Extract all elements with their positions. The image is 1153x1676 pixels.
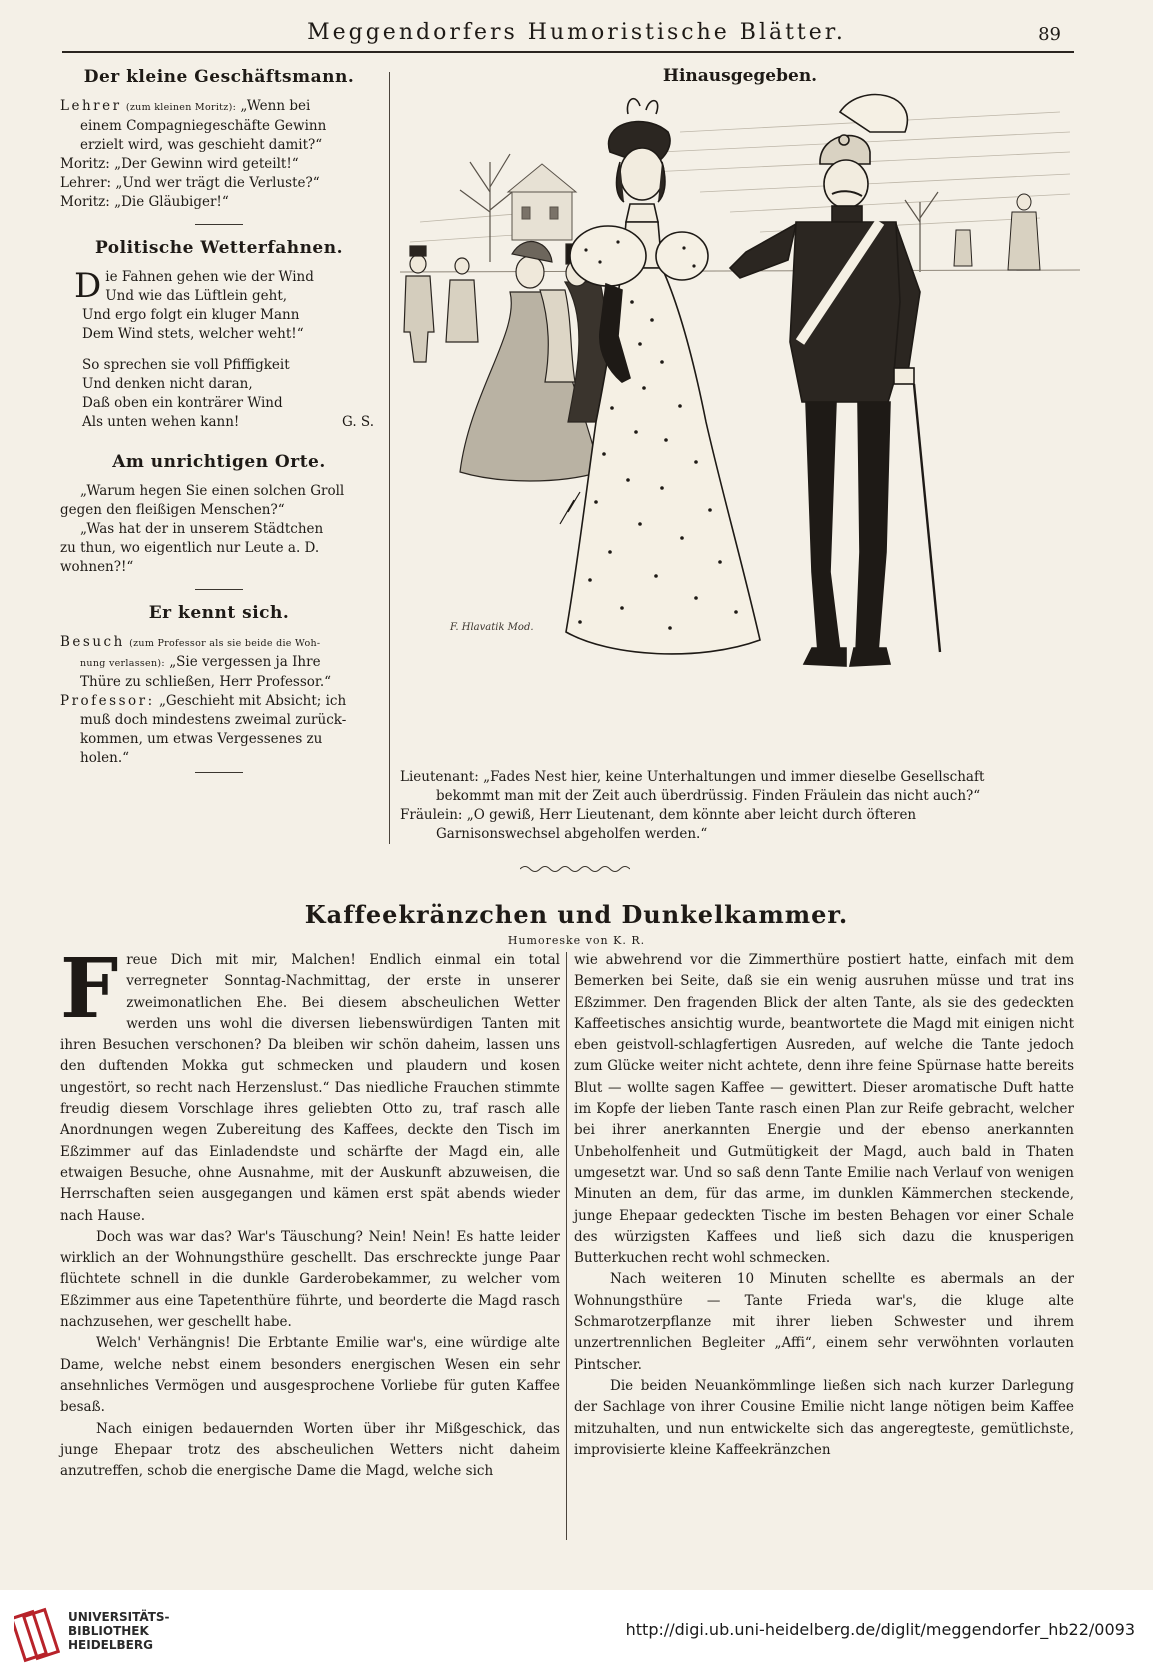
wavy-separator — [520, 864, 630, 874]
caption-line: Fräulein: „O gewiß, Herr Lieutenant, dem könnte aber leicht durch öfteren — [400, 807, 917, 823]
background-figures-right — [954, 194, 1040, 270]
dialogue-text: „Und wer trägt die Verluste?“ — [115, 175, 320, 191]
speaker: Professor: — [60, 693, 155, 709]
dialogue-line — [60, 155, 378, 174]
story-column-right — [574, 950, 1074, 1461]
speaker: Lehrer: — [60, 175, 112, 191]
text-line: gegen den fleißigen Menschen?“ — [60, 502, 285, 518]
drop-cap: D — [74, 266, 102, 306]
illustration-title: Hinausgegeben. — [662, 66, 818, 86]
section-title: Er kennt sich. — [148, 603, 290, 623]
dialogue-text: „Sie vergessen ja Ihre — [169, 654, 321, 670]
story-paragraph: Welch' Verhängnis! Die Erbtante Emilie war's, eine würdige alte Dame, welche nebst einem besonders energischen Wesen ein sehr ansehnliches Vermögen und ausgesprochene Vorliebe für guten Kaffee besaß. — [60, 1335, 560, 1416]
header-rule — [62, 51, 1074, 53]
story-column-left — [60, 941, 560, 1482]
section-title: Am unrichtigen Orte. — [112, 452, 326, 472]
dialogue-line: einem Compagniegeschäfte Gewinn — [80, 118, 327, 134]
dialogue-text: „Wenn bei — [240, 98, 311, 114]
poem-line: Daß oben ein konträrer Wind — [82, 395, 283, 411]
story-paragraph — [60, 941, 560, 1227]
dialogue-line — [60, 174, 378, 193]
illustration-caption — [400, 768, 1080, 844]
section-divider — [195, 772, 243, 773]
story-paragraph: Doch was war das? War's Täuschung? Nein! Nein! Es hatte leider wirklich an der Wohnungsthüre geschellt. Das erschreckte junge Paar flüchtete schnell in die dunkle Garderobekammer, zu welcher vom Eßzimmer aus eine Tapetenthüre führte, und beorderte die Magd rasch nachzusehen, wer geschellt habe. — [60, 1228, 560, 1331]
poem-line — [82, 413, 378, 432]
background-lady-with-parasol — [446, 258, 478, 342]
poem-line: So sprechen sie voll Pfiffigkeit — [82, 357, 290, 373]
artist-signature: F. Hlavatik Mod. — [450, 622, 534, 633]
library-name-line: BIBLIOTHEK — [68, 1624, 149, 1638]
speaker: Besuch — [60, 634, 125, 650]
illustration-lieutenant-and-lady — [400, 92, 1080, 762]
poem-line: Dem Wind stets, welcher weht!“ — [82, 326, 304, 342]
running-header — [0, 18, 1153, 48]
library-name-line: HEIDELBERG — [68, 1638, 153, 1652]
background-sky-hatching — [410, 112, 1070, 242]
dialogue-line — [60, 633, 378, 653]
stanza-gap — [60, 344, 378, 356]
paragraph-text: reue Dich mit mir, Malchen! Endlich einmal ein total verregneter Sonntag-Nachmittag, der erste in unserer zweimonatlichen Ehe. Bei diesem abscheulichen Wetter werden uns wohl die diversen liebenswürdigen Tanten mit ihren Besuchen verschonen? Da bleiben wir schön daheim, lassen uns den duftenden Mokka gut schmecken und plaudern und kosen ungestört, so recht nach Herzenslust.“ Das niedliche Frauchen stimmte freudig diesem Vorschlage ihres geliebten Otto zu, traf rasch alle Anordnungen wegen Zubereitung des Kaffees, deckte den Tisch im Eßzimmer auf das Einladendste und schärfte der Magd ein, alle etwaigen Besuche, ohne Ausnahme, mit der Auskunft abzuweisen, die Herrschaften seien ausgegangen und kämen erst spät abends wieder nach Hause. — [60, 952, 560, 1224]
background-house — [508, 164, 576, 240]
section-am-unrichtigen-orte — [60, 453, 378, 577]
stage-note: (zum kleinen Moritz): — [125, 102, 237, 113]
column-rule — [566, 952, 567, 1540]
speaker: Lehrer — [60, 98, 122, 114]
page-number: 89 — [1038, 24, 1061, 45]
dialogue-line — [60, 193, 378, 212]
drop-cap: F — [60, 941, 119, 1037]
stage-note: nung verlassen): — [80, 658, 165, 669]
left-column — [60, 66, 378, 787]
dialogue-line: kommen, um etwas Vergessenes zu — [80, 731, 323, 747]
poem-stanza-1 — [60, 268, 378, 344]
text-line: wohnen?!“ — [60, 559, 134, 575]
poem-line: Und wie das Lüftlein geht, — [105, 288, 288, 304]
story-paragraph: Nach einigen bedauernden Worten über ihr Mißgeschick, das junge Ehepaar trotz des abscheulichen Wetters nicht daheim anzutreffen, schob die energische Dame die Magd, welche sich — [60, 1420, 560, 1480]
text-line: „Warum hegen Sie einen solchen Groll — [80, 483, 345, 499]
speaker: Moritz: — [60, 156, 110, 172]
digitization-footer — [0, 1590, 1153, 1676]
library-name — [68, 1610, 170, 1652]
dialogue-line — [60, 653, 378, 673]
section-er-kennt-sich — [60, 604, 378, 768]
poem-line: Und denken nicht daran, — [82, 376, 253, 392]
poem-stanza-2 — [60, 356, 378, 432]
dialogue-line: Thüre zu schließen, Herr Professor.“ — [80, 674, 332, 690]
section-politische-wetterfahnen — [60, 239, 378, 432]
dialogue-text: „Die Gläubiger!“ — [114, 194, 229, 210]
story-paragraph: Nach weiteren 10 Minuten schellte es abermals an der Wohnungsthüre — Tante Frieda war's, die kluge alte Schmarotzerpflanze mit ihrer lieben Schwester und ihrem unzertrennlichen Begleiter „Affi“, einem sehr verwöhnten vorlauten Pintscher. — [574, 1271, 1074, 1373]
story-subtitle: Humoreske von K. R. — [507, 934, 646, 947]
source-url-link[interactable]: http://digi.ub.uni-heidelberg.de/diglit/meggendorfer_hb22/0093 — [625, 1620, 1135, 1639]
poem-line-text: Als unten wehen kann! — [82, 414, 240, 430]
dialogue-line — [60, 692, 378, 711]
speaker: Moritz: — [60, 194, 110, 210]
dialogue-line: muß doch mindestens zweimal zurück- — [80, 712, 347, 728]
caption-line: bekommt man mit der Zeit auch überdrüssig. Finden Fräulein das nicht auch?“ — [436, 788, 981, 804]
dialogue-text: „Der Gewinn wird geteilt!“ — [114, 156, 299, 172]
university-library-logo-icon — [14, 1604, 60, 1666]
text-line: zu thun, wo eigentlich nur Leute a. D. — [60, 540, 320, 556]
section-der-kleine-geschaeftsmann — [60, 68, 378, 212]
journal-title: Meggendorfers Humoristische Blätter. — [307, 20, 846, 45]
dialogue-line: holen.“ — [80, 750, 130, 766]
poem-line: Und ergo folgt ein kluger Mann — [82, 307, 300, 323]
background-gentleman — [404, 246, 434, 362]
section-title: Der kleine Geschäftsmann. — [83, 67, 355, 87]
author-signature: G. S. — [342, 414, 374, 430]
story-paragraph: Die beiden Neuankömmlinge ließen sich nach kurzer Darlegung der Sachlage von ihrer Cousine Emilie nicht lange nötigen beim Kaffee mitzuhalten, und nun entwickelte sich das angeregteste, gemütlichste, improvisierte kleine Kaffeekränzchen — [574, 1377, 1074, 1458]
dialogue-text: „Geschieht mit Absicht; ich — [158, 693, 347, 709]
dialogue-line: erzielt wird, was geschieht damit?“ — [80, 137, 323, 153]
stage-note: (zum Professor als sie beide die Woh- — [129, 638, 321, 649]
story-paragraph: wie abwehrend vor die Zimmerthüre postiert hatte, einfach mit dem Bemerken bei Seite, daß sie ein wenig ausruhen müsse und trat ins Eßzimmer. Den fragenden Blick der alten Tante, als sie des gedeckten Kaffeetisches ansichtig wurde, beantwortete die Magd mit einigen nicht eben geistvoll-schlagfertigen Ausreden, auf welche die Tante jedoch zum Glücke weiter nicht achtete, denn ihre feine Spürnase hatte bereits Blut — wollte sagen Kaffee — gewittert. Dieser aromatische Duft hatte im Kopfe der lieben Tante rasch einen Plan zur Reife gebracht, welcher bei ihrer anerkannten Energie und der ebenso anerkannten Unbeholfenheit und Gutmütigkeit der Magd, auch bald in Thaten umgesetzt war. Und so saß denn Tante Emilie nach Verlauf von wenigen Minuten an dem, für das arme, im dunklen Kämmerchen steckende, junge Ehepaar gedeckten Tische im besten Behagen vor einer Schale des würzigsten Kaffees und ließ sich dazu die knusperigen Butterkuchen recht wohl schmecken. — [574, 952, 1074, 1267]
text-line: „Was hat der in unserem Städtchen — [80, 521, 324, 537]
lieutenant-in-uniform — [730, 95, 940, 666]
caption-line: Garnisonswechsel abgeholfen werden.“ — [436, 826, 708, 842]
story-title: Kaffeekränzchen und Dunkelkammer. — [304, 900, 849, 929]
section-divider — [195, 589, 243, 590]
column-rule — [389, 72, 390, 844]
poem-line: ie Fahnen gehen wie der Wind — [105, 269, 314, 285]
dialogue-line — [60, 97, 378, 117]
caption-line: Lieutenant: „Fades Nest hier, keine Unterhaltungen und immer dieselbe Gesellschaft — [400, 769, 985, 785]
library-name-line: UNIVERSITÄTS- — [68, 1610, 170, 1624]
section-divider — [195, 224, 243, 225]
section-title: Politische Wetterfahnen. — [94, 238, 344, 258]
